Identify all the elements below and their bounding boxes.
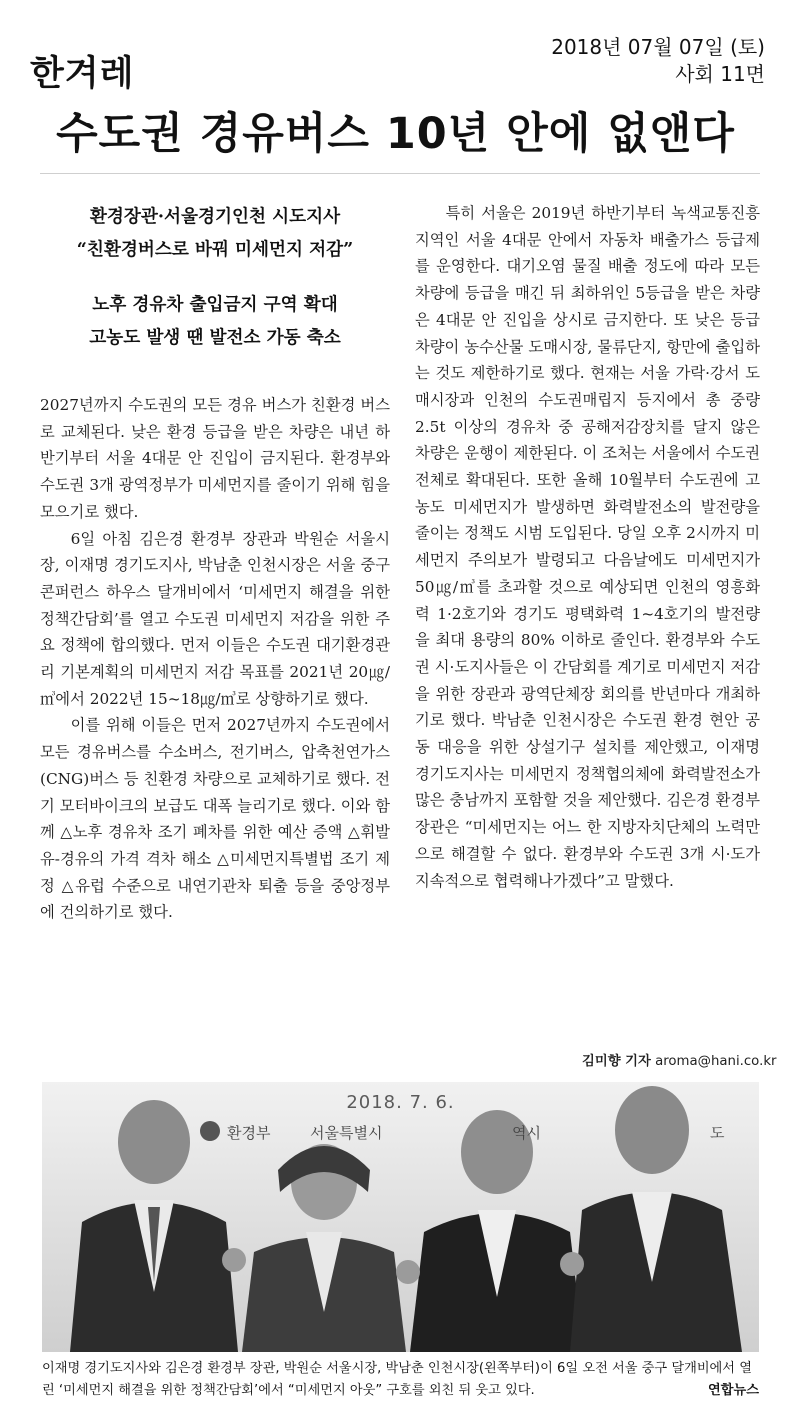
article-paragraph: 2027년까지 수도권의 모든 경유 버스가 친환경 버스로 교체된다. 낮은 환경 등급을 받은 차량은 내년 하반기부터 서울 4대문 안 진입이 금지된다. 환경부와 수도권 3개 광역정부가 미세먼지를 줄이기 위해 힘을 모으기로 했다. bbox=[40, 396, 390, 521]
section-page: 사회 11면 bbox=[675, 62, 765, 86]
subhead-line: “친환경버스로 바꿔 미세먼지 저감” bbox=[76, 239, 354, 260]
photo-backdrop-date: 2018. 7. 6. bbox=[346, 1092, 455, 1113]
byline bbox=[582, 1050, 776, 1069]
headline: 수도권 경유버스 10년 안에 없앤다 bbox=[56, 109, 735, 159]
backdrop-org-incheon: 역시 bbox=[512, 1124, 541, 1142]
photo-credit: 연합뉴스 bbox=[708, 1383, 759, 1398]
subhead-line: 고농도 발생 땐 발전소 가동 축소 bbox=[89, 327, 341, 348]
reporter-name: 김미향 기자 bbox=[582, 1054, 651, 1069]
backdrop-org-ministry: 환경부 bbox=[227, 1124, 271, 1142]
subhead-group-2 bbox=[40, 288, 390, 354]
photo-illustration bbox=[42, 1082, 759, 1352]
news-photo bbox=[42, 1082, 759, 1352]
backdrop-org-gyeonggi: 도 bbox=[710, 1124, 725, 1142]
article-paragraph: 6일 아침 김은경 환경부 장관과 박원순 서울시장, 이재명 경기도지사, 박남춘 인천시장은 서울 중구 콘퍼런스 하우스 달개비에서 ‘미세먼지 해결을 위한 정책간담회’를 열고 수도권 미세먼지 저감을 위한 주요 정책에 합의했다. 먼저 이들은 수도권 대기환경관리 기본계획의 미세먼지 저감 목표를 2021년 20㎍/㎥에서 2022년 15~18㎍/㎥로 상향하기로 했다. bbox=[40, 529, 390, 708]
dateline bbox=[551, 34, 765, 88]
subhead-line: 노후 경유차 출입금지 구역 확대 bbox=[92, 294, 338, 315]
article-paragraph: 이를 위해 이들은 먼저 2027년까지 수도권에서 모든 경유버스를 수소버스, 전기버스, 압축천연가스(CNG)버스 등 친환경 차량으로 교체하기로 했다. 전기 모터바이크의 보급도 대폭 늘리기로 했다. 이와 함께 △노후 경유차 조기 폐차를 위한 예산 증액 △휘발유-경유의 가격 격차 해소 △미세먼지특별법 조기 제정 △유럽 수준으로 내연기관차 퇴출 등을 중앙정부에 건의하기로 했다. bbox=[40, 716, 390, 922]
publication-date: 2018년 07월 07일 (토) bbox=[551, 35, 765, 59]
header-divider bbox=[40, 173, 760, 174]
reporter-email: aroma@hani.co.kr bbox=[655, 1054, 777, 1069]
subhead-line: 환경장관·서울경기인천 시도지사 bbox=[89, 206, 341, 227]
article-paragraph: 특히 서울은 2019년 하반기부터 녹색교통진흥지역인 서울 4대문 안에서 자동차 배출가스 등급제를 운영한다. 대기오염 물질 배출 정도에 따라 모든 차량에 등급을 매긴 뒤 최하위인 5등급을 받은 차량은 4대문 안 진입을 상시로 금지한다. 또 낮은 등급 차량이 농수산물 도매시장, 물류단지, 항만에 출입하는 것도 제한하기로 했다. 현재는 서울 가락·강서 도매시장과 인천의 수도권매립지 등지에서 총 중량 2.5t 이상의 경유차 중 공해저감장치를 달지 않은 차량은 운행이 제한된다. 이 조처는 서울에서 수도권 전체로 확대된다. 또한 올해 10월부터 수도권에 고농도 미세먼지가 발생하면 화력발전소의 발전량을 줄이는 정책도 시범 도입된다. 당일 오후 2시까지 미세먼지 주의보가 발령되고 다음날에도 미세먼지가 50㎍/㎥를 초과할 것으로 예상되면 인천의 영흥화력 1·2호기와 경기도 평택화력 1~4호기의 발전량을 최대 용량의 80% 이하로 줄인다. 환경부와 수도권 시·도지사들은 이 간담회를 계기로 미세먼지 저감을 위한 장관과 광역단체장 회의를 반년마다 개최하기로 했다. 박남춘 인천시장은 수도권 환경 현안 공동 대응을 위한 상설기구 설치를 제안했고, 이재명 경기도지사는 미세먼지 정책협의체에 화력발전소가 많은 충남까지 포함할 것을 제안했다. 김은경 환경부 장관은 “미세먼지는 어느 한 지방자치단체의 노력만으로 해결할 수 없다. 환경부와 수도권 3개 시·도가 지속적으로 협력해나가겠다”고 말했다. bbox=[415, 204, 760, 890]
backdrop-org-seoul: 서울특별시 bbox=[310, 1124, 383, 1142]
subhead-group-1 bbox=[40, 200, 390, 266]
article-column-left bbox=[40, 200, 390, 926]
newspaper-logo: 한겨레 bbox=[30, 54, 135, 94]
caption-text: 이재명 경기도지사와 김은경 환경부 장관, 박원순 서울시장, 박남춘 인천시장(왼쪽부터)이 6일 오전 서울 중구 달개비에서 열린 ‘미세먼지 해결을 위한 정책간담회’에서 “미세먼지 아웃” 구호를 외친 뒤 웃고 있다. bbox=[42, 1361, 752, 1398]
article-column-right bbox=[415, 200, 760, 894]
photo-caption bbox=[42, 1358, 759, 1402]
